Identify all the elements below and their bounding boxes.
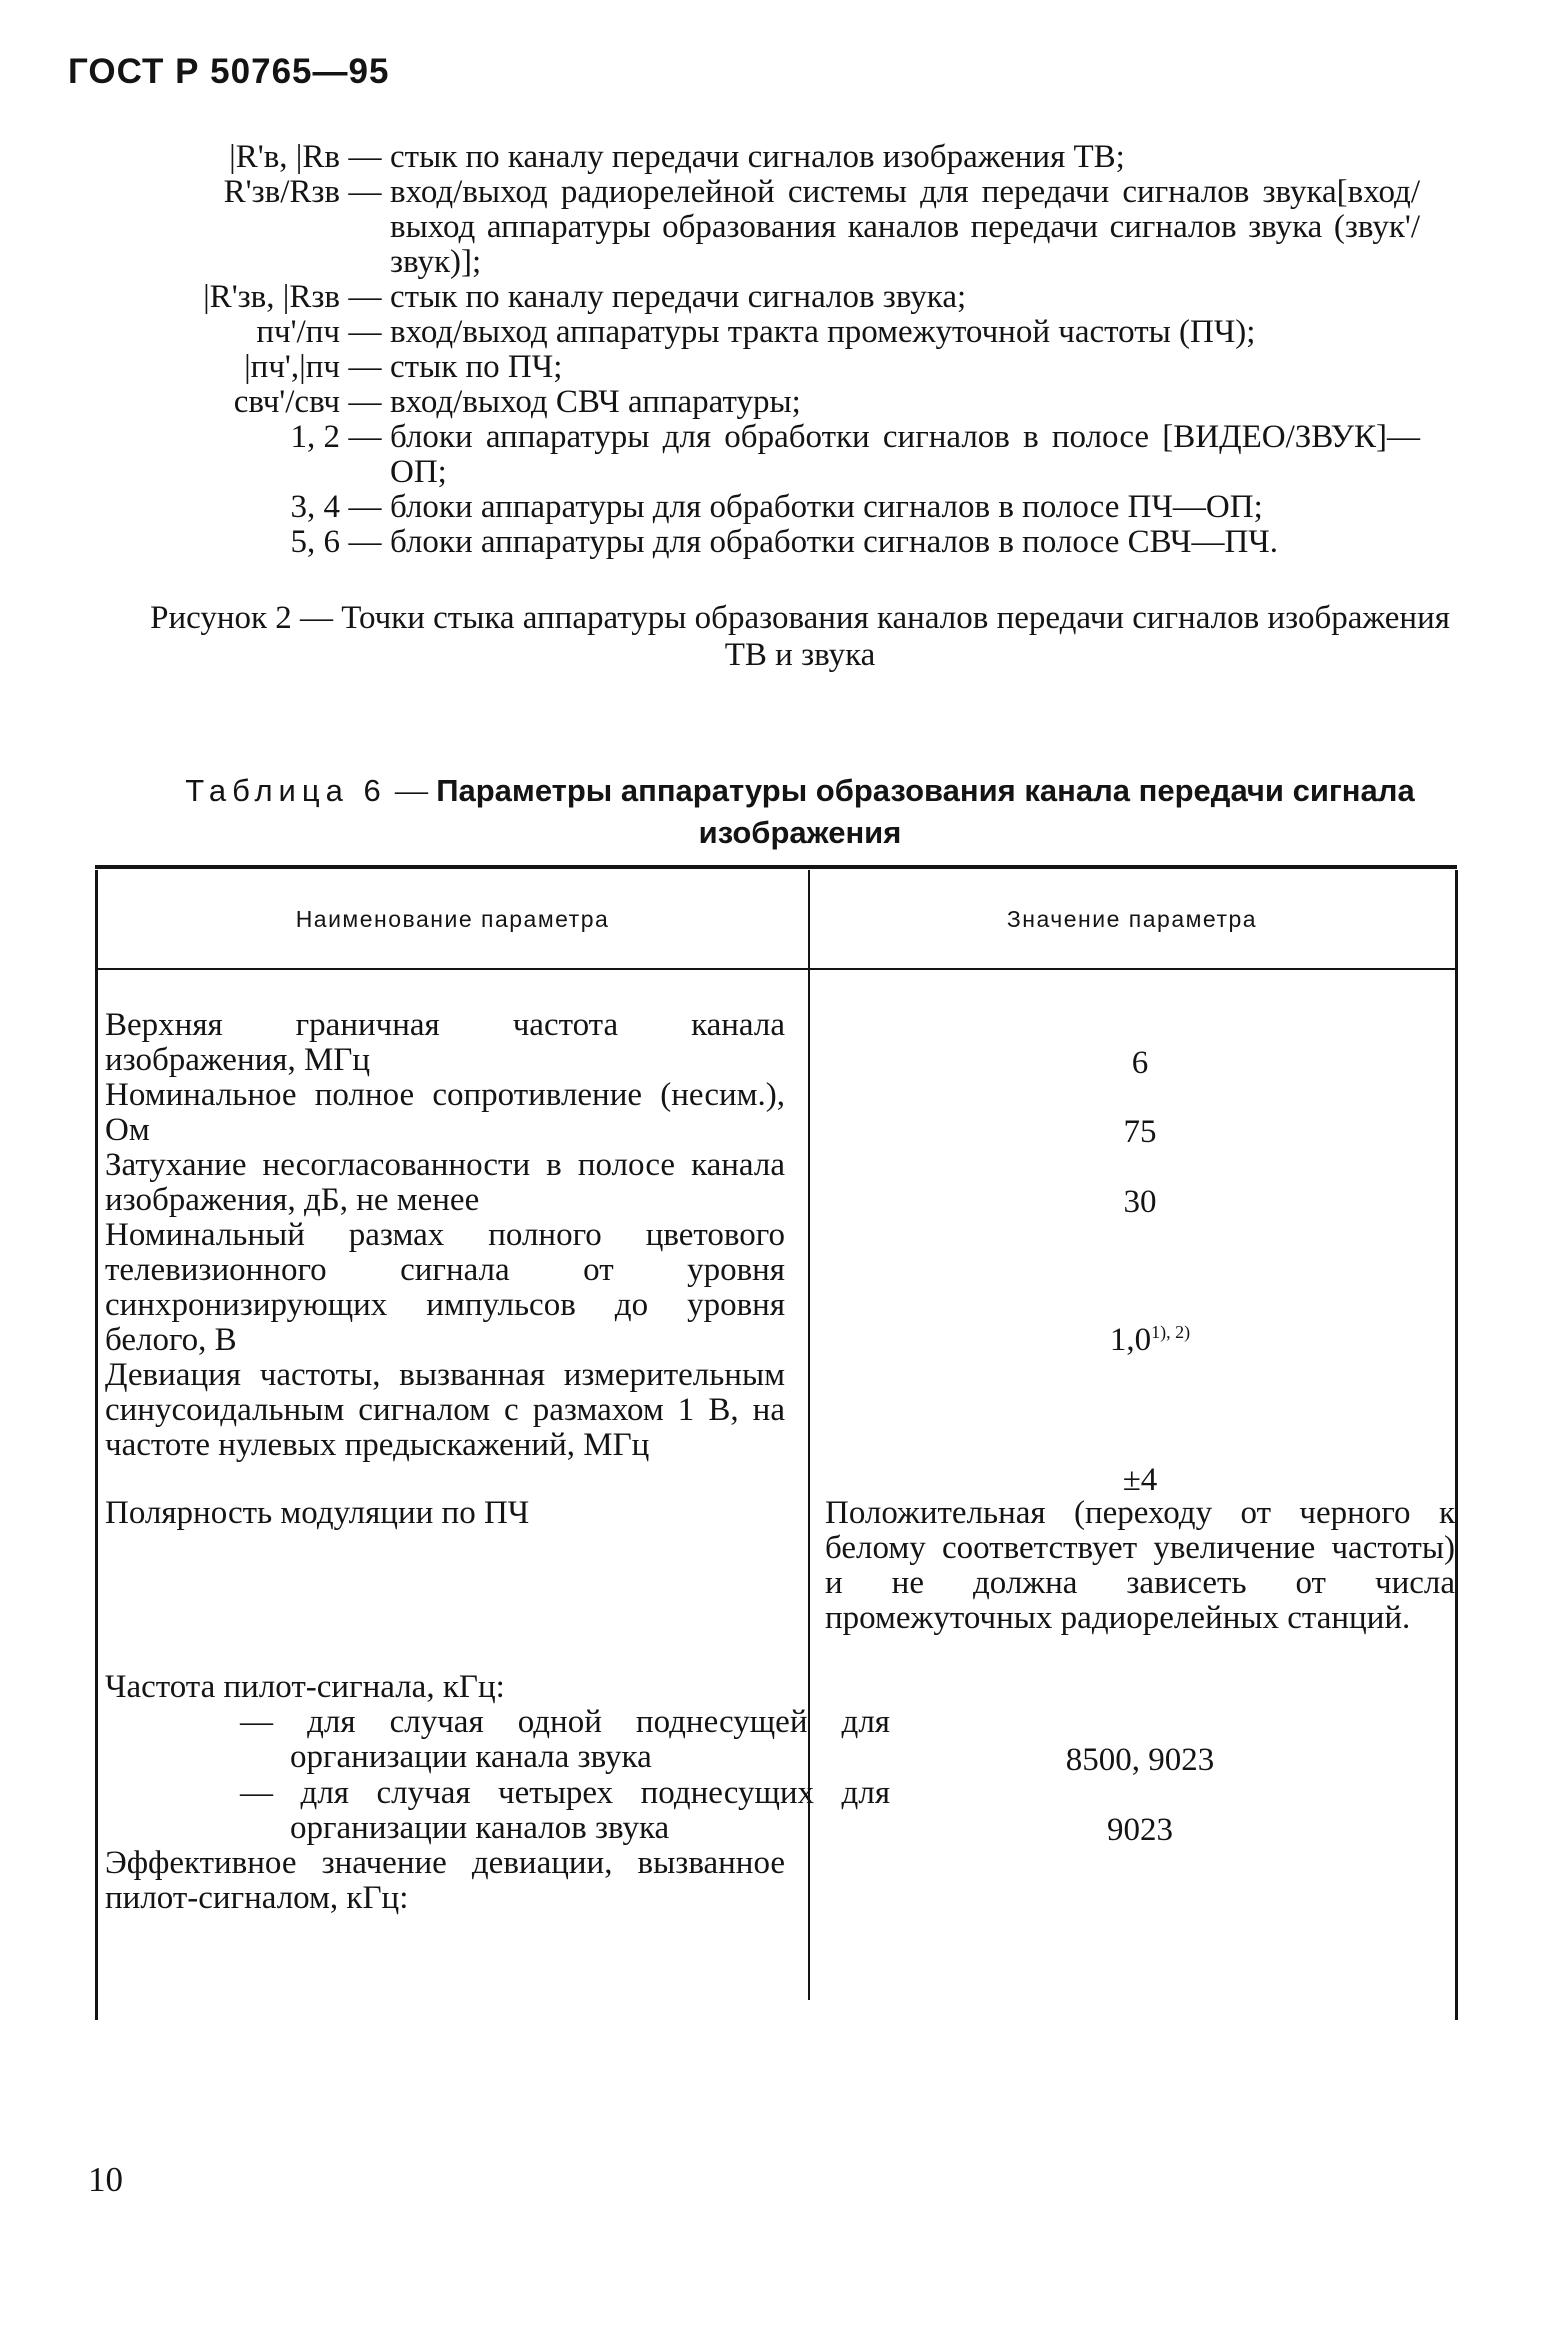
legend-item: пч'/пч — вход/выход аппаратуры тракта промежуточной частоты (ПЧ); [150, 315, 1450, 350]
legend-desc: вход/выход радиорелейной системы для передачи сигналов звука[вход/выход аппаратуры образования каналов передачи сигналов звука (звук'/звук)]; [390, 174, 1420, 280]
table-row-name: Номинальный размах полного цветового телевизионного сигнала от уровня синхронизирующих импульсов до уровня белого, В [105, 1217, 785, 1358]
table-top-rule [95, 865, 1457, 869]
legend-key: 3, 4 [290, 489, 340, 525]
legend-desc: вход/выход СВЧ аппаратуры; [390, 384, 801, 420]
table-row-name: — для случая четырех поднесущих для организации каналов звука [240, 1775, 890, 1846]
legend-item: R'зв/Rзв — вход/выход радиорелейной системы для передачи сигналов звука[вход/выход аппаратуры образования каналов передачи сигналов звука (звук'/звук)]; [150, 175, 1450, 280]
table-row-value: 30 [1123, 1184, 1157, 1220]
table-row-value: 75 [1123, 1114, 1157, 1150]
legend-key: |пч',|пч [244, 349, 340, 385]
page-number: 10 [88, 2160, 123, 2199]
table-row-name: Девиация частоты, вызванная измерительным синусоидальным сигналом с размахом 1 В, на частоте нулевых предыскажений, МГц [105, 1357, 785, 1463]
table-row-value [1010, 1322, 1290, 1359]
legend-item: |R'в, |Rв — стык по каналу передачи сигналов изображения ТВ; [150, 140, 1450, 175]
legend-desc: стык по каналу передачи сигналов изображения ТВ; [390, 139, 1125, 175]
figure-caption: Рисунок 2 — Точки стыка аппаратуры образования каналов передачи сигналов изображения ТВ и звука [150, 600, 1450, 673]
table-row-name: Верхняя граничная частота канала изображения, МГц [105, 1007, 785, 1078]
legend-key: |R'в, |Rв [229, 139, 340, 175]
table-row-value: ±4 [1122, 1462, 1158, 1498]
column-header-value: Значение параметра [1006, 906, 1258, 932]
figure-legend [150, 140, 1450, 560]
table-row-name: Полярность модуляции по ПЧ [105, 1495, 530, 1531]
table-row-value: 8500, 9023 [1065, 1742, 1215, 1778]
legend-desc: вход/выход аппаратуры тракта промежуточной частоты (ПЧ); [390, 314, 1256, 350]
legend-key: |R'зв, |Rзв [203, 279, 340, 315]
table-row-name: — для случая одной поднесущей для организации канала звука [240, 1704, 890, 1775]
table-title: Таблица 6 — Параметры аппаратуры образования канала передачи сигнала изображения [185, 773, 1415, 850]
legend-item: 5, 6 — блоки аппаратуры для обработки сигналов в полосе СВЧ—ПЧ. [150, 525, 1450, 560]
legend-item: свч'/свч — вход/выход СВЧ аппаратуры; [150, 385, 1450, 420]
table-row-name: Эффективное значение девиации, вызванное пилот-сигналом, кГц: [105, 1845, 785, 1916]
legend-item: 1, 2 — блоки аппаратуры для обработки сигналов в полосе [ВИДЕО/ЗВУК]—ОП; [150, 420, 1450, 490]
legend-desc: блоки аппаратуры для обработки сигналов в полосе ПЧ—ОП; [390, 489, 1263, 525]
legend-desc: стык по каналу передачи сигналов звука; [390, 279, 967, 315]
legend-desc: блоки аппаратуры для обработки сигналов в полосе СВЧ—ПЧ. [390, 524, 1278, 560]
legend-key: R'зв/Rзв [223, 174, 340, 210]
column-header-name: Наименование параметра [295, 906, 610, 932]
legend-key: свч'/свч [233, 384, 340, 420]
table-row-name: Частота пилот-сигнала, кГц: [105, 1669, 505, 1705]
table-row-name: Номинальное полное сопротивление (несим.), Ом [105, 1077, 785, 1148]
legend-desc: стык по ПЧ; [390, 349, 563, 385]
table-row-value: Положительная (переходу от черного к белому соответствует увеличение частоты) и не должна зависеть от числа промежуточных радиорелейных станций. [825, 1495, 1455, 1636]
table-title-text: Параметры аппаратуры образования канала передачи сигнала изображения [436, 773, 1415, 850]
document-id: ГОСТ Р 50765—95 [68, 52, 390, 91]
value-text: 1,0 [1109, 1322, 1152, 1358]
legend-desc: блоки аппаратуры для обработки сигналов в полосе [ВИДЕО/ЗВУК]—ОП; [390, 419, 1420, 490]
legend-item: |R'зв, |Rзв — стык по каналу передачи сигналов звука; [150, 280, 1450, 315]
table-left-border [95, 870, 98, 2020]
legend-key: 1, 2 [290, 419, 340, 455]
legend-key: пч'/пч [256, 314, 340, 350]
table-row-name: Затухание несогласованности в полосе канала изображения, дБ, не менее [105, 1147, 785, 1218]
footnote-ref: 1), 2) [1151, 1322, 1191, 1342]
table-label: Таблица 6 [185, 773, 387, 808]
table-header-rule [95, 968, 1457, 970]
table-row-value: 6 [1131, 1045, 1149, 1081]
legend-item: 3, 4 — блоки аппаратуры для обработки сигналов в полосе ПЧ—ОП; [150, 490, 1450, 525]
legend-key: 5, 6 [290, 524, 340, 560]
legend-item: |пч',|пч — стык по ПЧ; [150, 350, 1450, 385]
table-right-border [1455, 870, 1458, 2020]
table-row-value: 9023 [1107, 1812, 1173, 1848]
